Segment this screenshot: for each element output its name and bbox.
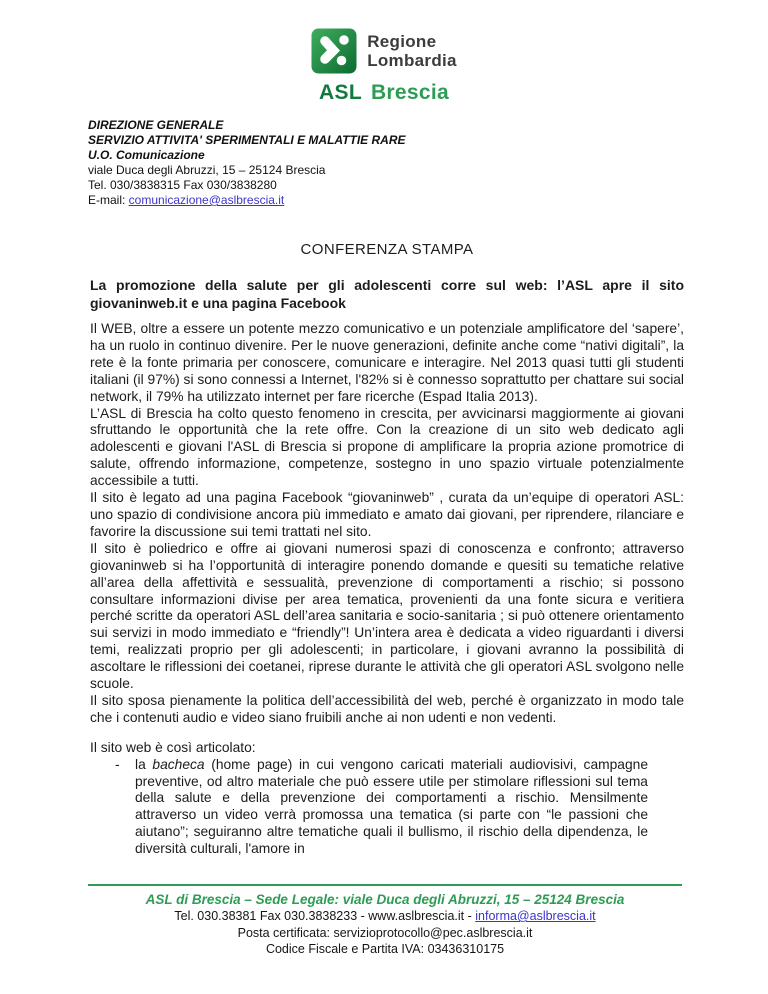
region-word-2: Lombardia: [367, 51, 457, 70]
asl-label: ASL: [319, 81, 362, 104]
page-footer: [88, 884, 682, 958]
letterhead: [88, 118, 684, 208]
rosa-camuna-icon: [311, 28, 357, 74]
footer-fiscal-code: Codice Fiscale e Partita IVA: 03436310175: [265, 942, 505, 956]
letterhead-uo: U.O. Comunicazione: [88, 148, 205, 162]
footer-legal-address: ASL di Brescia – Sede Legale: viale Duca degli Abruzzi, 15 – 25124 Brescia: [145, 892, 625, 907]
letterhead-email-link[interactable]: comunicazione@aslbrescia.it: [128, 193, 285, 207]
letterhead-servizio: SERVIZIO ATTIVITA' SPERIMENTALI E MALATTIE RARE: [88, 133, 406, 147]
list-bullet: -: [115, 756, 120, 772]
letterhead-email-line: [88, 193, 684, 208]
list-text-post: (home page) in cui vengono caricati materiali audiovisivi, campagne preventive, od altro materiale che può essere utile per stimolare riflessioni sul tema della salute e della prevenzione dei comportamenti a rischio. Mensilmente attraverso un video verrà promossa una tematica (si parte con “le passioni che aiutano”; seguiranno altre tematiche quali il bullismo, il rischio della dipendenza, le diversità culturali, l'amore in: [135, 756, 648, 857]
document-content: [90, 241, 684, 858]
footer-contacts-text: Tel. 030.38381 Fax 030.3838233 - www.aslbrescia.it -: [174, 909, 476, 923]
list-intro: Il sito web è così articolato:: [90, 739, 256, 755]
paragraph-5: Il sito sposa pienamente la politica dell’accessibilità del web, perché è organizzato in modo tale che i contenuti audio e video siano fruibili anche ai non udenti e non vedenti.: [90, 692, 684, 725]
press-release-title: CONFERENZA STAMPA: [300, 241, 474, 258]
brescia-label: Brescia: [370, 81, 449, 104]
paragraph-2: L’ASL di Brescia ha colto questo fenomeno in crescita, per avvicinarsi maggiormente ai giovani sfruttando le opportunità che la rete offre. Con la creazione di un sito web dedicato agli adolescenti e giovani l'ASL di Brescia si propone di amplificare la propria azione promotrice di salute, offrendo informazione, competenze, sostegno in uno spazio virtuale potenzialmente accessibile a tutti.: [90, 405, 684, 489]
letterhead-address: viale Duca degli Abruzzi, 15 – 25124 Brescia: [88, 163, 326, 177]
footer-contacts-line: [88, 908, 682, 925]
footer-email-link[interactable]: informa@aslbrescia.it: [475, 909, 596, 923]
regione-lombardia-logo: [0, 0, 768, 105]
paragraph-4: Il sito è poliedrico e offre ai giovani numerosi spazi di conoscenza e confronto; attraverso giovaninweb si ha l’opportunità di interagire ponendo domande e quesiti su tematiche relative all’area della affettività e sessualità, prevenzione di comportamenti a rischio; si possono consultare informazioni divise per area tematica, provenienti da una fonte sicura e veritiera perché scritte da operatori ASL dell’area sanitaria e socio-sanitaria ; si può ottenere orientamento sui servizi in modo immediato e “friendly”! Un’intera area è dedicata a video riguardanti i diversi temi, realizzati proprio per gli adolescenti; in particolare, i giovani avranno la possibilità di ascoltare le riflessioni dei coetanei, riprese durante le attività che gli operatori ASL svolgono nelle scuole.: [90, 540, 684, 692]
email-label: E-mail:: [88, 193, 129, 207]
list-item: [115, 757, 648, 858]
region-lombardia-wordmark: [367, 32, 457, 70]
asl-brescia-wordmark: [0, 81, 768, 105]
logo-row: [0, 28, 768, 74]
footer-pec: Posta certificata: servizioprotocollo@pec.aslbrescia.it: [237, 925, 533, 940]
letterhead-phone: Tel. 030/3838315 Fax 030/3838280: [88, 178, 277, 192]
footer-divider: [88, 884, 682, 886]
region-word-1: Regione: [367, 32, 437, 51]
paragraph-3: Il sito è legato ad una pagina Facebook “giovaninweb” , curata da un’equipe di operatori ASL: uno spazio di condivisione ancora più immediato e amato dai giovani, per riprendere, rilanciare e favorire la discussione sui temi trattati nel sito.: [90, 490, 684, 539]
headline: La promozione della salute per gli adolescenti corre sul web: l’ASL apre il sito giovaninweb.it e una pagina Facebook: [90, 277, 684, 311]
list-item-text: [135, 757, 648, 858]
paragraph-1: Il WEB, oltre a essere un potente mezzo comunicativo e un potenziale amplificatore del ‘sapere’, ha un ruolo in continuo divenire. Per le nuove generazioni, definite anche come “nativi digitali”, la rete è la fonte primaria per conoscere, comunicare e interagire. Nel 2013 quasi tutti gli studenti italiani (il 97%) si sono connessi a Internet, l'82% si è connesso soprattutto per chattare sui social network, il 79% ha utilizzato internet per fare ricerche (Espad Italia 2013).: [90, 321, 684, 404]
list-text-pre: la: [135, 756, 153, 772]
list-text-italic: bacheca: [152, 756, 205, 772]
letterhead-direzione: DIREZIONE GENERALE: [88, 118, 224, 132]
